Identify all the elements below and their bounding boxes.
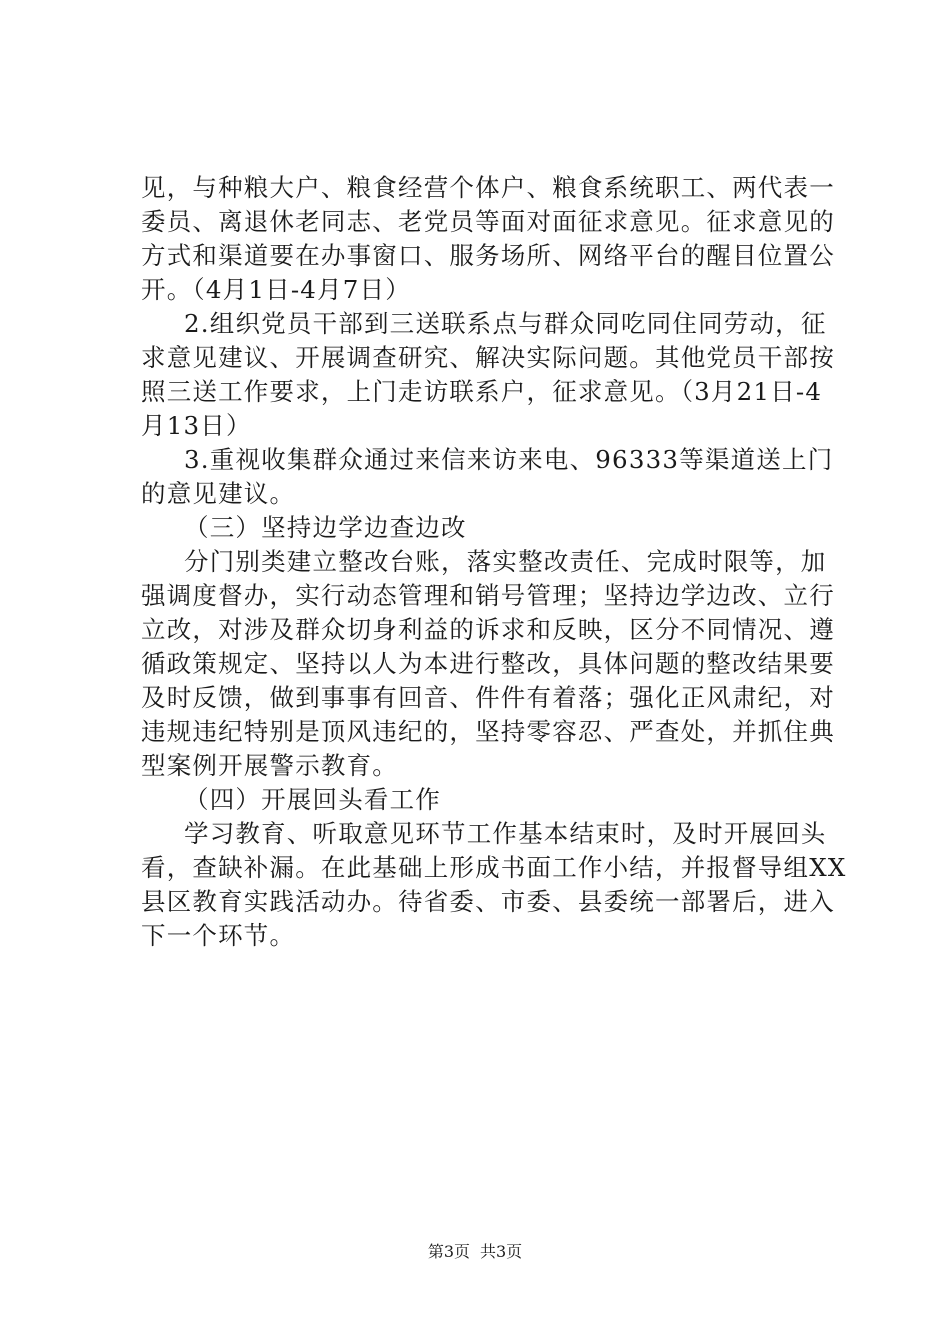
page-total: 共3页	[480, 1242, 523, 1261]
document-body	[141, 171, 847, 953]
page-footer	[0, 1242, 950, 1262]
text-line: 3.重视收集群众通过来信来访来电、96333等渠道送上门	[184, 445, 834, 474]
text-line: 立改，对涉及群众切身利益的诉求和反映，区分不同情况、遵	[141, 615, 835, 644]
text-line: 开。（4月1日-4月7日）	[141, 275, 411, 304]
text-line: 照三送工作要求，上门走访联系户，征求意见。（3月21日-4	[141, 377, 823, 406]
section-heading: （四）开展回头看工作	[184, 785, 441, 814]
text-line: 委员、离退休老同志、老党员等面对面征求意见。征求意见的	[141, 207, 835, 236]
page-number: 第3页	[427, 1242, 470, 1261]
text-line: 方式和渠道要在办事窗口、服务场所、网络平台的醒目位置公	[141, 241, 835, 270]
text-line: 强调度督办，实行动态管理和销号管理；坚持边学边改、立行	[141, 581, 835, 610]
text-line: 下一个环节。	[141, 921, 296, 950]
text-line: 型案例开展警示教育。	[141, 751, 398, 780]
text-line: 及时反馈，做到事事有回音、件件有着落；强化正风肃纪，对	[141, 683, 835, 712]
text-line: 看，查缺补漏。在此基础上形成书面工作小结，并报督导组XX	[141, 853, 847, 882]
text-line: 求意见建议、开展调查研究、解决实际问题。其他党员干部按	[141, 343, 835, 372]
text-line: 循政策规定、坚持以人为本进行整改，具体问题的整改结果要	[141, 649, 835, 678]
text-line: 学习教育、听取意见环节工作基本结束时，及时开展回头	[184, 819, 827, 848]
text-line: 月13日）	[141, 411, 252, 440]
text-line: 分门别类建立整改台账，落实整改责任、完成时限等，加	[184, 547, 827, 576]
section-heading: （三）坚持边学边查边改	[184, 513, 467, 542]
text-line: 的意见建议。	[141, 479, 296, 508]
text-line: 2.组织党员干部到三送联系点与群众同吃同住同劳动，征	[184, 309, 827, 338]
text-line: 违规违纪特别是顶风违纪的，坚持零容忍、严查处，并抓住典	[141, 717, 835, 746]
text-line: 县区教育实践活动办。待省委、市委、县委统一部署后，进入	[141, 887, 835, 916]
text-line: 见，与种粮大户、粮食经营个体户、粮食系统职工、两代表一	[141, 173, 835, 202]
